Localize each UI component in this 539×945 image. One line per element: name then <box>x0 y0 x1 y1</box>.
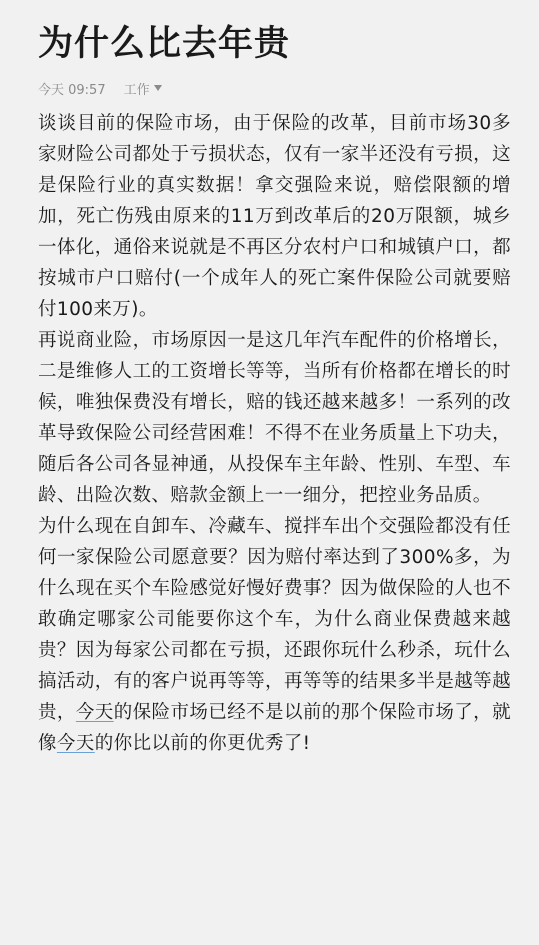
note-meta <box>38 78 511 98</box>
paragraph-3-text-c: 的你比以前的你更优秀了! <box>94 733 311 754</box>
today-link-2[interactable]: 今天 <box>56 733 95 754</box>
paragraph-3-text-b: 的保险市场已经不是以前的那个保险市场了，就像 <box>38 702 511 754</box>
paragraph-2: 再说商业险，市场原因一是这几年汽车配件的价格增长，二是维修人工的工资增长等等，当所有价格都在增长的时候，唯独保费没有增长，赔的钱还越来越多！一系列的改革导致保险公司经营困难！不得不在业务质量上下功夫，随后各公司各显神通，从投保车主年龄、性别、车型、车龄、出险次数、赔款金额上一一细分，把控业务品质。 <box>38 330 511 506</box>
chevron-down-icon <box>154 85 162 91</box>
paragraph-1: 谈谈目前的保险市场，由于保险的改革，目前市场30多家财险公司都处于亏损状态，仅有一家半还没有亏损，这是保险行业的真实数据！拿交强险来说，赔偿限额的增加，死亡伤残由原来的11万到改革后的20万限额，城乡一体化，通俗来说就是不再区分农村户口和城镇户口，都按城市户口赔付(一个成年人的死亡案件保险公司就要赔付100来万)。 <box>38 113 511 320</box>
paragraph-3 <box>38 511 511 759</box>
note-timestamp: 今天 09:57 <box>38 82 106 98</box>
category-dropdown[interactable] <box>124 79 162 98</box>
page-title: 为什么比去年贵 <box>38 24 291 64</box>
category-label: 工作 <box>123 82 150 98</box>
paragraph-3-text-a: 为什么现在自卸车、冷藏车、搅拌车出个交强险都没有任何一家保险公司愿意要？因为赔付率达到了300%多，为什么现在买个车险感觉好慢好费事？因为做保险的人也不敢确定哪家公司能要你这个车，为什么商业保费越来越贵？因为每家公司都在亏损，还跟你玩什么秒杀，玩什么搞活动，有的客户说再等等，再等等的结果多半是越等越贵， <box>38 516 511 723</box>
note-body[interactable] <box>38 108 511 759</box>
today-link-1[interactable]: 今天 <box>75 702 114 723</box>
